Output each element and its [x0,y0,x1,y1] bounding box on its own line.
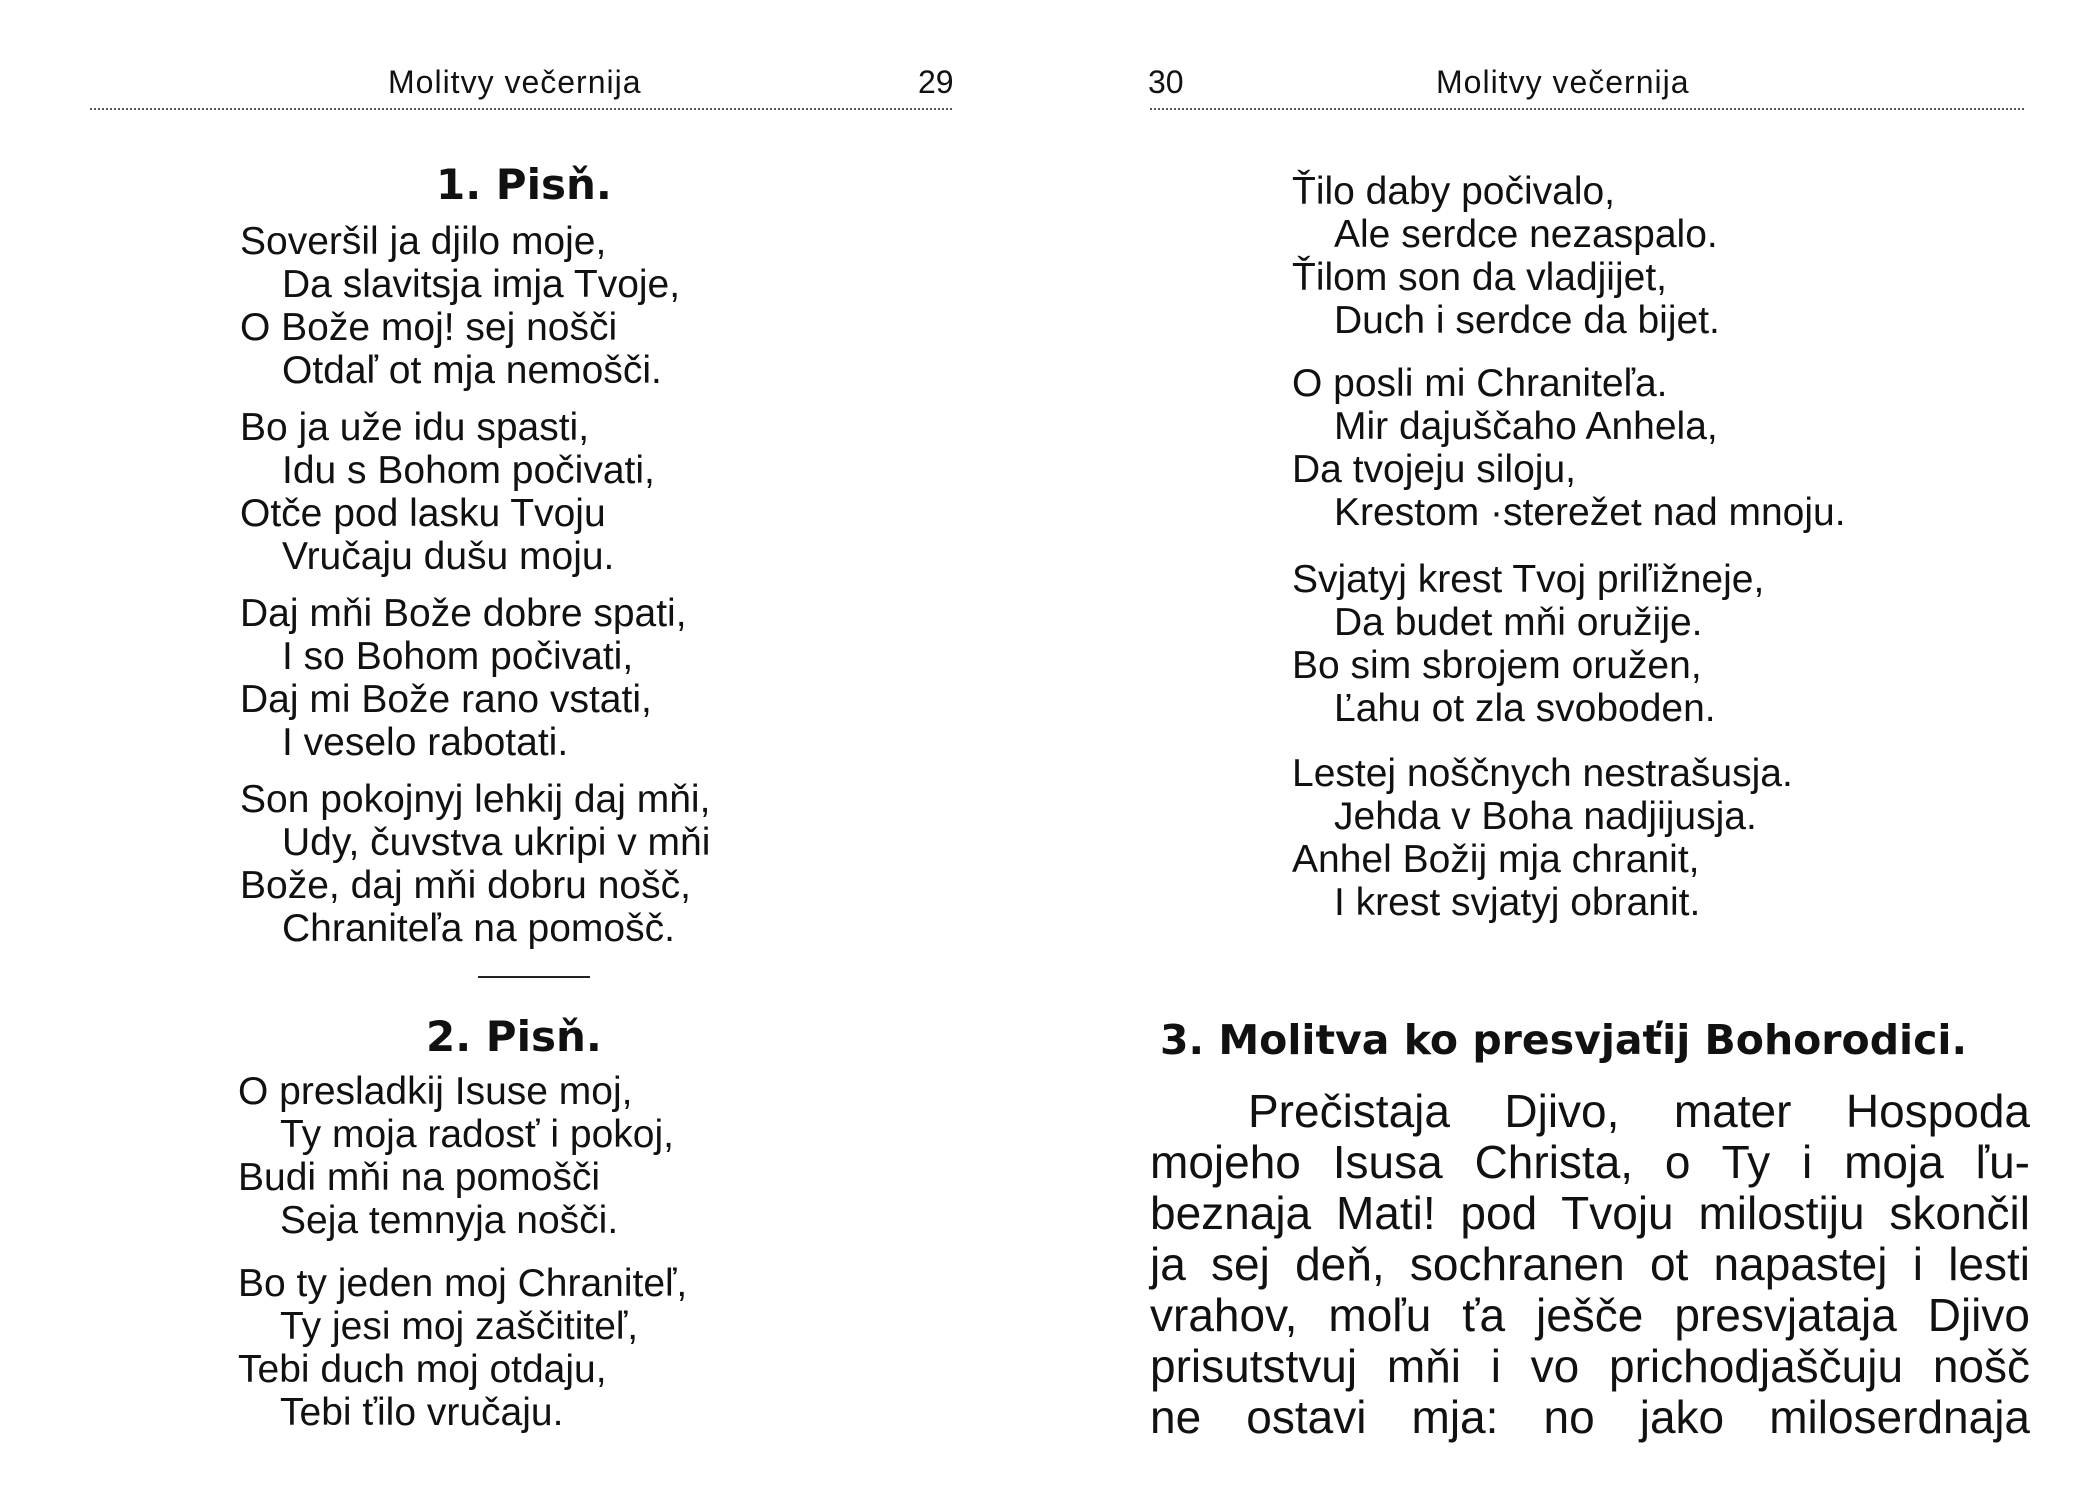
stanza [1292,170,1720,342]
running-title: Molitvy večernija [388,64,642,100]
page-number: 29 [918,64,954,100]
verse-line: Ale serdce nezaspalo. [1334,213,1718,256]
verse-line: Jehda v Boha nadjijusja. [1334,795,1757,838]
verse-line: Tebi duch moj otdaju, [238,1348,607,1391]
header-rule [1150,108,2024,110]
verse-line: Anhel Božij mja chranit, [1292,838,1700,881]
verse-line: Son pokojnyj lehkij daj mňi, [240,778,711,821]
verse-line: Mir dajuščaho Anhela, [1334,405,1718,448]
verse-line: I krest svjatyj obranit. [1334,881,1701,924]
verse-line: O presladkij Isuse moj, [238,1070,633,1113]
verse-line: Da budet mňi oružije. [1334,601,1703,644]
verse-line: Krestom ·sterežet nad mnoju. [1334,491,1846,534]
verse-line: Lestej noščnych nestrašusja. [1292,752,1793,795]
verse-line: Bo ja uže idu spasti, [240,406,590,449]
prayer-text [1150,1086,2030,1443]
verse-line: Ťilom son da vladjijet, [1292,256,1667,299]
verse-line: Idu s Bohom počivati, [282,449,655,492]
verse-line: Ľahu ot zla svoboden. [1334,687,1716,730]
verse-line: Svjatyj krest Tvoj priľižneje, [1292,558,1765,601]
stanza [240,220,680,392]
prayer-line: beznaja Mati! pod Tvoju milostiju skončil [1150,1187,2030,1239]
verse-line: Bo sim sbrojem oružen, [1292,644,1702,687]
stanza [238,1070,674,1242]
section-separator [478,976,590,978]
left-page [0,0,1000,1500]
verse-line: Otče pod lasku Tvoju [240,492,606,535]
verse-line: Otdaľ ot mja nemošči. [282,349,662,392]
song-heading: 2. Pisň. [426,1012,602,1061]
verse-line: Daj mňi Bože dobre spati, [240,592,687,635]
verse-line: O Bože moj! sej nošči [240,306,618,349]
header-rule [90,108,952,110]
prayer-line: ja sej deň, sochranen ot napastej i lesti [1150,1238,2030,1290]
verse-line: Duch i serdce da bijet. [1334,299,1720,342]
verse-line: I so Bohom počivati, [282,635,634,678]
verse-line: Bo ty jeden moj Chraniteľ, [238,1262,688,1305]
verse-line: Da slavitsja imja Tvoje, [282,263,681,306]
prayer-heading: 3. Molitva ko presvjaťij Bohorodici. [1160,1016,1968,1064]
right-page [1120,0,2076,1500]
running-title: Molitvy večernija [1436,64,1690,100]
verse-line: Soveršil ja djilo moje, [240,220,607,263]
page-number: 30 [1148,64,1184,100]
verse-line: Daj mi Bože rano vstati, [240,678,652,721]
stanza [238,1262,687,1434]
prayer-line: mojeho Isusa Christa, o Ty i moja ľu- [1150,1136,2030,1188]
verse-line: Chraniteľa na pomošč. [282,907,675,950]
verse-line: O posli mi Chraniteľa. [1292,362,1668,405]
stanza [1292,752,1793,924]
verse-line: Udy, čuvstva ukripi v mňi [282,821,711,864]
verse-line: Ty moja radosť i pokoj, [280,1113,674,1156]
verse-line: Ťilo daby počivalo, [1292,170,1616,213]
verse-line: Ty jesi moj zaščititeľ, [280,1305,639,1348]
verse-line: I veselo rabotati. [282,721,569,764]
stanza [240,778,710,950]
stanza [240,406,655,578]
stanza [1292,362,1846,534]
prayer-line: ne ostavi mja: no jako miloserdnaja [1150,1391,2030,1443]
verse-line: Bože, daj mňi dobru nošč, [240,864,691,907]
verse-line: Seja temnyja nošči. [280,1199,619,1242]
song-heading: 1. Pisň. [436,160,612,209]
prayer-line: vrahov, moľu ťa ješče presvjataja Djivo [1150,1289,2030,1341]
verse-line: Da tvojeju siloju, [1292,448,1576,491]
verse-line: Vručaju dušu moju. [282,535,615,578]
stanza [240,592,687,764]
verse-line: Budi mňi na pomošči [238,1156,601,1199]
prayer-line: prisutstvuj mňi i vo prichodjaščuju nošč [1150,1340,2030,1392]
prayer-line: Prečistaja Djivo, mater Hospoda [1248,1085,2030,1137]
verse-line: Tebi ťilo vručaju. [280,1391,564,1434]
stanza [1292,558,1764,730]
